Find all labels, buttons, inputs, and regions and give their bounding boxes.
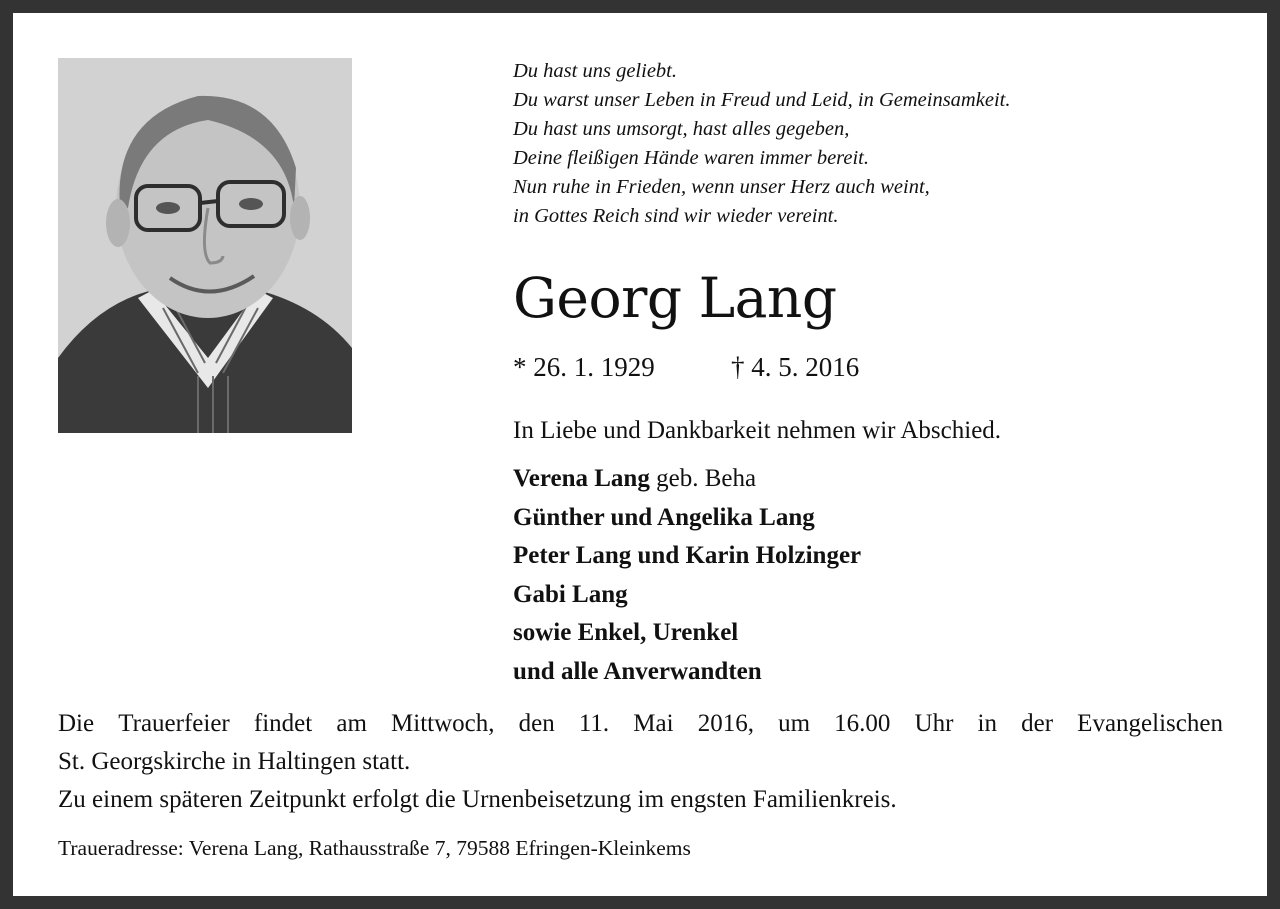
poem-line: Du hast uns umsorgt, hast alles gegeben, bbox=[513, 118, 850, 140]
mourner-entry bbox=[513, 614, 861, 653]
farewell-text: In Liebe und Dankbarkeit nehmen wir Abschied. bbox=[513, 417, 1002, 444]
mourner-entry bbox=[513, 653, 861, 692]
ceremony-line-2: St. Georgskirche in Haltingen statt. bbox=[58, 748, 411, 775]
mourner-entry bbox=[513, 576, 861, 615]
poem-line: Du warst unser Leben in Freud und Leid, in Gemeinsamkeit. bbox=[513, 89, 1011, 111]
mourner-name: sowie Enkel, Urenkel bbox=[513, 619, 739, 646]
ceremony-word: Die bbox=[58, 710, 95, 737]
ceremony-word: findet bbox=[253, 710, 313, 737]
mourner-name: Peter Lang und Karin Holzinger bbox=[513, 542, 862, 569]
mourner-entry bbox=[513, 499, 861, 538]
mourner-entry bbox=[513, 537, 861, 576]
ceremony-word: den bbox=[518, 710, 555, 737]
birth-date: * 26. 1. 1929 bbox=[513, 352, 655, 382]
poem-line: Du hast uns geliebt. bbox=[513, 60, 677, 82]
mourner-name: Gabi Lang bbox=[513, 580, 628, 608]
mourner-entry bbox=[513, 460, 861, 499]
ceremony-word: 11. bbox=[578, 710, 610, 737]
obituary-notice bbox=[13, 13, 1267, 896]
ceremony-word: der bbox=[1021, 710, 1054, 737]
death-date: † 4. 5. 2016 bbox=[731, 352, 860, 382]
ceremony-word: 16.00 bbox=[834, 710, 891, 737]
portrait-photo bbox=[58, 58, 352, 433]
ceremony-word: 2016, bbox=[697, 710, 754, 737]
life-dates bbox=[513, 351, 860, 383]
deceased-name: Georg Lang bbox=[513, 266, 837, 330]
mourner-name: Verena Lang bbox=[513, 465, 650, 492]
mourner-name: und alle Anverwandten bbox=[513, 657, 762, 685]
memorial-poem bbox=[513, 57, 1213, 231]
poem-line: in Gottes Reich sind wir wieder vereint. bbox=[513, 205, 839, 227]
mourner-name: Günther und Angelika Lang bbox=[513, 503, 815, 531]
ceremony-info bbox=[58, 705, 1223, 819]
poem-line: Nun ruhe in Frieden, wenn unser Herz auch weint, bbox=[513, 176, 930, 198]
ceremony-word: Evangelischen bbox=[1077, 710, 1223, 737]
ceremony-line-3: Zu einem späteren Zeitpunkt erfolgt die Urnenbeisetzung im engsten Familienkreis. bbox=[58, 786, 897, 813]
ceremony-word: Mai bbox=[633, 710, 674, 737]
ceremony-word: Trauerfeier bbox=[118, 710, 230, 737]
ceremony-word: in bbox=[977, 710, 997, 737]
mourning-address: Traueradresse: Verena Lang, Rathausstraße 7, 79588 Efringen-Kleinkems bbox=[58, 836, 691, 860]
ceremony-line-1 bbox=[58, 705, 1223, 743]
poem-line: Deine fleißigen Hände waren immer bereit. bbox=[513, 147, 870, 169]
ceremony-word: Mittwoch, bbox=[391, 710, 495, 737]
ceremony-word: Uhr bbox=[914, 710, 954, 737]
ceremony-word: am bbox=[336, 710, 367, 737]
mourners-list bbox=[513, 460, 861, 691]
portrait-illustration bbox=[58, 58, 352, 433]
mourner-note: geb. Beha bbox=[649, 465, 757, 492]
ceremony-word: um bbox=[778, 710, 811, 737]
